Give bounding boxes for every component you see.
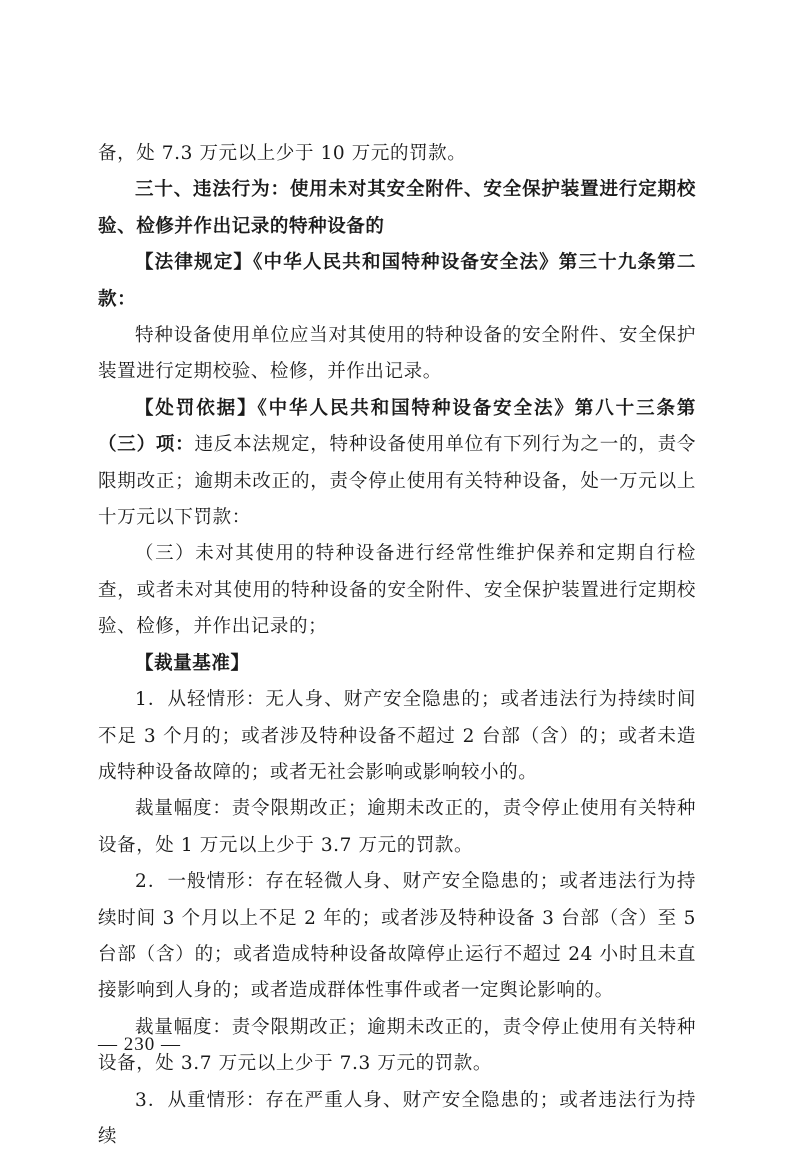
discretion-standard-heading: 【裁量基准】 <box>135 652 250 674</box>
page-number: — 230 — <box>98 1034 181 1055</box>
general-range: 裁量幅度：责令限期改正；逾期未改正的，责令停止使用有关特种设备，处 3.7 万元以上少于 7.3 万元的罚款。 <box>98 1016 696 1075</box>
legal-provision-text: 特种设备使用单位应当对其使用的特种设备的安全附件、安全保护装置进行定期校验、检修，并作出记录。 <box>98 325 696 383</box>
general-circumstance: 2．一般情形：存在轻微人身、财产安全隐患的；或者违法行为持续时间 3 个月以上不足 2 年的；或者涉及特种设备 3 台部（含）至 5 台部（含）的；或者造成特种设备故障停止运行不超过 24 小时且未直接影响到人身的；或者造成群体性事件或者一定舆论影响的。 <box>98 871 696 1002</box>
section-heading: 三十、违法行为：使用未对其安全附件、安全保护装置进行定期校验、检修并作出记录的特种设备的 <box>98 179 696 237</box>
penalty-basis <box>98 391 696 537</box>
penalty-item-3: （三）未对其使用的特种设备进行经常性维护保养和定期自行检查，或者未对其使用的特种设备的安全附件、安全保护装置进行定期校验、检修，并作出记录的； <box>98 543 696 638</box>
penalty-basis-text: 违反本法规定，特种设备使用单位有下列行为之一的，责令限期改正；逾期未改正的，责令停止使用有关特种设备，处一万元以上十万元以下罚款： <box>98 434 696 529</box>
legal-provision-heading: 【法律规定】《中华人民共和国特种设备安全法》第三十九条第二款： <box>98 252 696 310</box>
lenient-range: 裁量幅度：责令限期改正；逾期未改正的，责令停止使用有关特种设备，处 1 万元以上少于 3.7 万元的罚款。 <box>98 798 696 856</box>
penalty-basis-heading: 【处罚依据】《中华人民共和国特种设备安全法》第八十三条第（三）项： <box>98 397 696 456</box>
document-body <box>98 136 696 1155</box>
paragraph-continuation: 备，处 7.3 万元以上少于 10 万元的罚款。 <box>98 143 467 164</box>
severe-circumstance: 3．从重情形：存在严重人身、财产安全隐患的；或者违法行为持续 <box>98 1089 696 1147</box>
lenient-circumstance: 1．从轻情形：无人身、财产安全隐患的；或者违法行为持续时间不足 3 个月的；或者涉及特种设备不超过 2 台部（含）的；或者未造成特种设备故障的；或者无社会影响或影响较小的。 <box>98 689 696 783</box>
